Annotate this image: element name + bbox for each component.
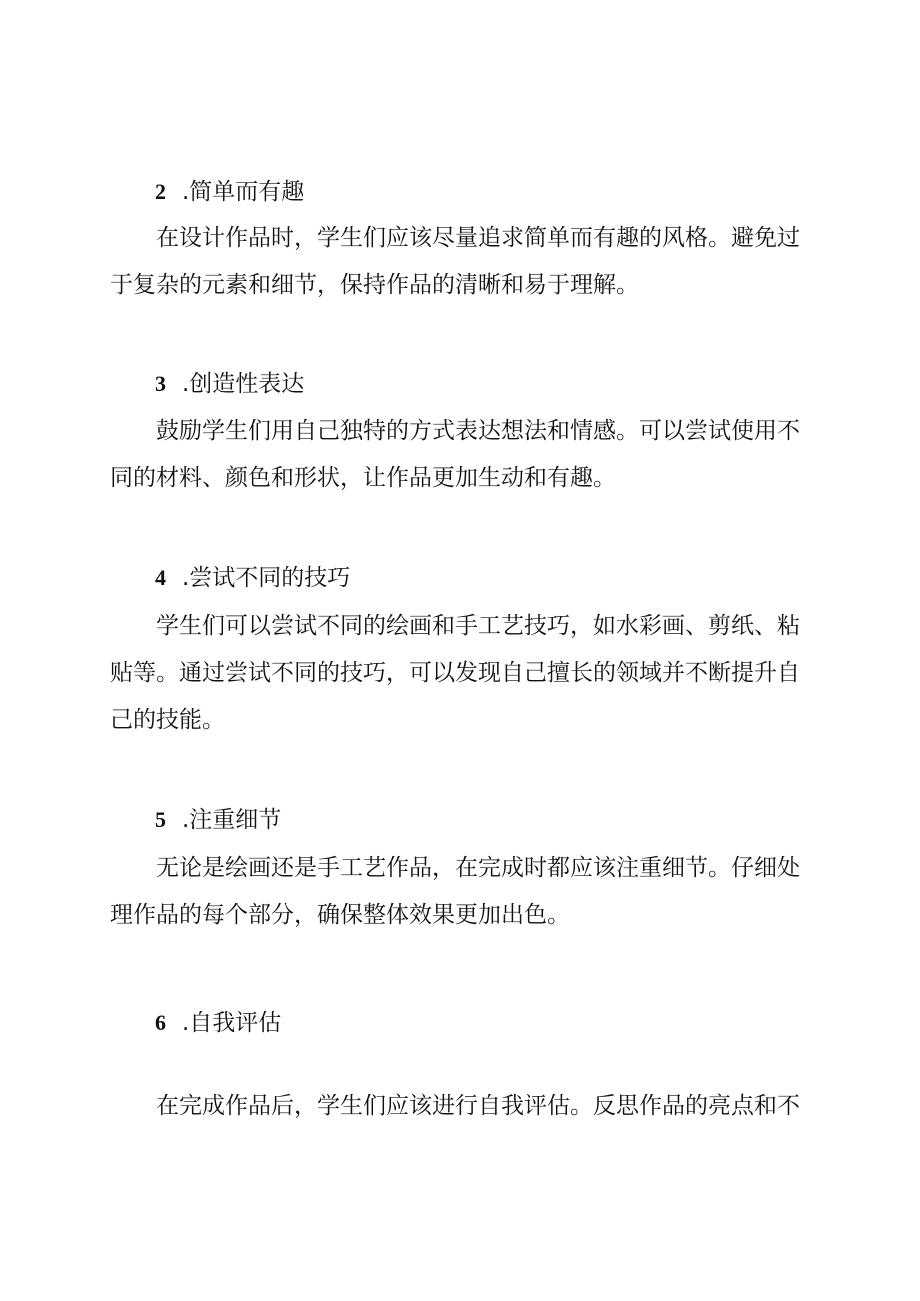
- section-heading: [155, 1005, 755, 1041]
- section-paragraph: [110, 1083, 800, 1130]
- section-number: 6: [155, 1010, 166, 1035]
- paragraph-line: 无论是绘画还是手工艺作品，在完成时都应该注重细节。仔细处: [156, 855, 800, 881]
- section-number: 2: [155, 179, 166, 204]
- paragraph-line: 理作品的每个部分，确保整体效果更加出色。: [110, 902, 570, 928]
- section-title: .简单而有趣: [182, 179, 305, 205]
- section-paragraph: [110, 215, 800, 309]
- paragraph-line: 于复杂的元素和细节，保持作品的清晰和易于理解。: [110, 272, 639, 298]
- paragraph-line: 同的材料、颜色和形状，让作品更加生动和有趣。: [110, 465, 616, 491]
- paragraph-line: 在完成作品后，学生们应该进行自我评估。反思作品的亮点和不: [156, 1093, 800, 1119]
- section-title: .注重细节: [182, 807, 282, 833]
- section-heading: [155, 366, 755, 402]
- section-heading: [155, 802, 755, 838]
- section-title: .创造性表达: [182, 371, 305, 397]
- paragraph-line: 贴等。通过尝试不同的技巧，可以发现自己擅长的领域并不断提升自: [110, 660, 800, 686]
- section-paragraph: [110, 603, 800, 744]
- paragraph-line: 学生们可以尝试不同的绘画和手工艺技巧，如水彩画、剪纸、粘: [156, 613, 800, 639]
- section-number: 3: [155, 371, 166, 396]
- paragraph-line: 己的技能。: [110, 707, 225, 733]
- section-number: 4: [155, 565, 166, 590]
- section-heading: [155, 560, 755, 596]
- section-paragraph: [110, 845, 800, 939]
- section-number: 5: [155, 807, 166, 832]
- section-paragraph: [110, 408, 800, 502]
- paragraph-line: 鼓励学生们用自己独特的方式表达想法和情感。可以尝试使用不: [156, 418, 800, 444]
- section-title: .尝试不同的技巧: [182, 565, 351, 591]
- section-title: .自我评估: [182, 1010, 282, 1036]
- section-heading: [155, 174, 755, 210]
- paragraph-line: 在设计作品时，学生们应该尽量追求简单而有趣的风格。避免过: [156, 225, 800, 251]
